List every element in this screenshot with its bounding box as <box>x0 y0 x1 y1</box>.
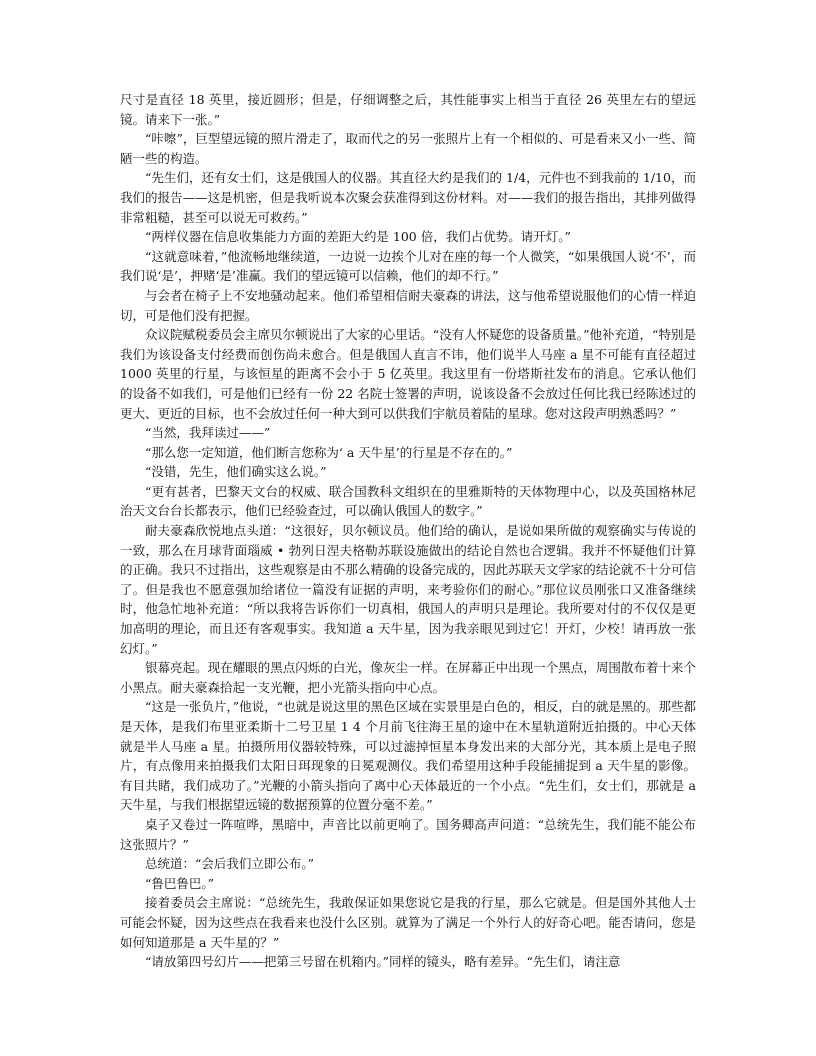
paragraph: 接着委员会主席说：“总统先生，我敢保证如果您说它是我的行星，那么它就是。但是国外其他人士可能会怀疑，因为这些点在我看来也没什么区别。就算为了满足一个外行人的好奇心吧。能否请问，您是如何知道那是 a 天牛星的？” <box>120 895 696 950</box>
paragraph: 耐夫豪森欣悦地点头道：“这很好，贝尔顿议员。他们给的确认，是说如果所做的观察确实与传说的一致，那么在月球背面瑙威 • 勃列日涅夫格勒苏联设施做出的结论自然也合逻辑。我并不怀疑他们计算的正确。我只不过指出，这些观察是由不那么精确的设备完成的，因此苏联天文学家的结论就不十分可信了。但是我也不愿意强加给诸位一篇没有证据的声明，来考验你们的耐心。”那位议员刚张口又准备继续时，他急忙地补充道：“所以我将告诉你们一切真相，俄国人的声明只是理论。我所要对付的不仅仅是更加高明的理论，而且还有客观事实。我知道 a 天牛星，因为我亲眼见到过它！开灯，少校！请再放一张幻灯。” <box>120 523 696 656</box>
paragraph: “没错，先生，他们确实这么说。” <box>145 464 327 480</box>
paragraph: 银幕亮起。现在耀眼的黑点闪烁的白光，像灰尘一样。在屏幕正中出现一个黑点，周围散布着十来个小黑点。耐夫豪森拾起一支光鞭，把小光箭头指向中心点。 <box>120 660 696 695</box>
paragraph: 尺寸是直径 18 英里，接近圆形；但是，仔细调整之后，其性能事实上相当于直径 26 英里左右的望远镜。请来下一张。” <box>120 92 696 127</box>
document-page <box>120 90 696 972</box>
paragraph: “两样仪器在信息收集能力方面的差距大约是 100 倍，我们占优势。请开灯。” <box>145 229 571 245</box>
paragraph: “先生们，还有女士们，这是俄国人的仪器。其直径大约是我们的 1/4，元件也不到我前的 1/10，而我们的报告——这是机密，但是我听说本次聚会获准得到这份材料。对——我们的报告指出，其排列做得非常粗糙，甚至可以说无可救药。” <box>120 170 696 225</box>
paragraph: 总统道：“会后我们立即公布。” <box>145 856 315 872</box>
paragraph: 与会者在椅子上不安地骚动起来。他们希望相信耐夫豪森的讲法，这与他希望说服他们的心情一样迫切，可是他们没有把握。 <box>120 287 696 323</box>
paragraph: 众议院赋税委员会主席贝尔顿说出了大家的心里话。“没有人怀疑您的设备质量。”他补充道，“特别是我们为该设备支付经费而创伤尚未愈合。但是俄国人直言不讳，他们说半人马座 a 星不可能有直径超过 1000 英里的行星，与该恒星的距离不会小于 5 亿英里。我这里有一份塔斯社发布的消息。它承认他们的设备不如我们，可是他们已经有一份 22 名院士签署的声明，说该设备不会放过任何比我已经陈述过的更大、更近的目标，也不会放过任何一种大到可以供我们宇航员着陆的星球。您对这段声明熟悉吗？” <box>120 327 696 421</box>
paragraph: “更有甚者，巴黎天文台的权威、联合国教科文组织在的里雅斯特的天体物理中心，以及英国格林尼治天文台台长都表示，他们已经验查过，可以确认俄国人的数字。” <box>120 483 696 519</box>
paragraph: “咔嚓”，巨型望远镜的照片滑走了，取而代之的另一张照片上有一个相似的、可是看来又小一些、简陋一些的构造。 <box>120 131 696 166</box>
paragraph: “鲁巴鲁巴。” <box>145 875 215 891</box>
paragraph: 桌子又卷过一阵喧哗，黑暗中，声音比以前更响了。国务卿高声问道：“总统先生，我们能不能公布这张照片？” <box>120 816 696 852</box>
paragraph: “这就意味着，”他流畅地继续道，一边说一边挨个儿对在座的每一个人微笑，“如果俄国人说‘不’，而我们说‘是’，押赌‘是’准赢。我们的望远镜可以信赖，他们的却不行。” <box>120 248 696 284</box>
paragraph: “那么您一定知道，他们断言您称为‘ a 天牛星’的行星是不存在的。” <box>145 444 513 460</box>
paragraph: “这是一张负片，”他说，“也就是说这里的黑色区域在实景里是白色的，相反，白的就是黑的。那些都是天体，是我们布里亚柔斯十二号卫星 1 4 个月前飞往海王星的途中在木星轨道附近拍摄的。中心天体就是半人马座 a 星。拍摄所用仪器较特殊，可以过滤掉恒星本身发出来的大部分光，其本质上是电子照片，有点像用来拍摄我们太阳日珥现象的日冕观测仪。我们希望用这种手段能捕捉到 a 天牛星的影像。有目共睹，我们成功了。”光鞭的小箭头指向了离中心天体最近的一个小点。“先生们，女士们，那就是 a 天牛星，与我们根据望远镜的数据预算的位置分毫不差。” <box>120 699 696 813</box>
paragraph: “请放第四号幻片——把第三号留在机箱内。”同样的镜头，略有差异。“先生们，请注意 <box>145 954 621 970</box>
paragraph: “当然，我拜读过——” <box>145 425 271 441</box>
